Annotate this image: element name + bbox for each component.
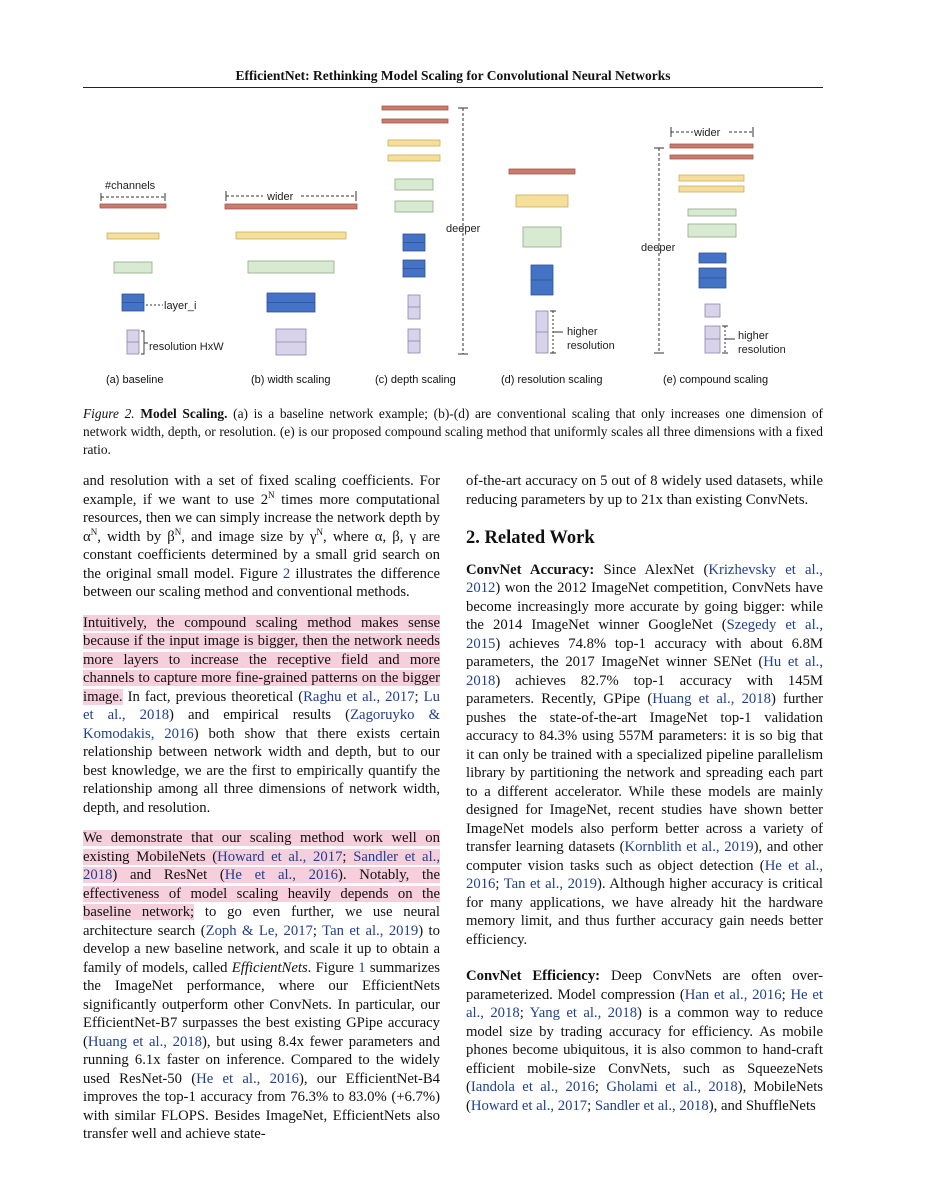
- citation-huang[interactable]: Huang et al., 2018: [87, 1033, 203, 1050]
- citation-tan-2[interactable]: Tan et al., 2019: [503, 876, 597, 892]
- section-heading-related-work: 2. Related Work: [466, 528, 595, 548]
- panel-resolution-scaling: [501, 169, 615, 386]
- figure-1-link[interactable]: 1: [358, 959, 366, 976]
- right-column: [466, 472, 823, 1127]
- channels-annotation: #channels: [105, 180, 156, 192]
- highlight-demonstrate: We demonstrate that our scaling method work well on existing MobileNets (Howard et al., 2017; Sandler et al., 2018) and ResNet (He et al., 2016). Notably, the effectiveness of model scaling heavily depends on the baseline network;: [83, 830, 440, 920]
- panel-label-resolution: (d) resolution scaling: [501, 374, 603, 386]
- citation-huang-2[interactable]: Huang et al., 2018: [652, 691, 771, 707]
- paragraph-demonstrate: We demonstrate that our scaling method work well on existing MobileNets (Howard et al., 2017; Sandler et al., 2018) and ResNet (He et al., 2016). Notably, the effectiveness of model scaling heavily depends on the baseline network; to go even further, we use neural architecture search (Zoph & Le, 2017; Tan et al., 2019) to develop a new baseline network, and scale it up to obtain a family of models, called EfficientNets. Figure 1 summarizes the ImageNet performance, where our EfficientNets significantly outperform other ConvNets. In particular, our EfficientNet-B7 surpasses the best existing GPipe accuracy (Huang et al., 2018), but using 8.4x fewer parameters and running 6.1x faster on inference. Compared to the widely used ResNet-50 (He et al., 2016), our EfficientNet-B4 improves the top-1 accuracy from 76.3% to 83.0% (+6.7%) with similar FLOPS. Besides ImageNet, EfficientNets also transfer well and achieve state-: [83, 830, 440, 1142]
- title-rule: [83, 87, 823, 88]
- panel-depth-scaling: [375, 106, 481, 386]
- citation-raghu[interactable]: Raghu et al., 2017: [303, 688, 415, 705]
- citation-krizhevsky[interactable]: Krizhevsky et al., 2012: [466, 561, 823, 596]
- paragraph-continuation: of-the-art accuracy on 5 out of 8 widely used datasets, while reducing parameters by up to 21x than existing ConvNets.: [466, 473, 823, 508]
- citation-iandola[interactable]: Iandola et al., 2016: [470, 1079, 595, 1095]
- layer-block-green: [114, 262, 152, 273]
- paragraph-convnet-accuracy: ConvNet Accuracy: Since AlexNet (Krizhevsky et al., 2012) won the 2012 ImageNet competition, ConvNets have become increasingly more accurate by going bigger: while the 2014 ImageNet winner GoogleNet (Szegedy et al., 2015) achieves 74.8% top-1 accuracy with about 6.8M parameters, the 2017 ImageNet winner SENet (Hu et al., 2018) achieves 82.7% top-1 accuracy with 145M parameters. Recently, GPipe (Huang et al., 2018) further pushes the state-of-the-art ImageNet top-1 validation accuracy to 84.3% using 557M parameters: it is so big that it can only be trained with a specialized pipeline parallelism library by partitioning the network and spreading each part to a different accelerator. While these models are mainly designed for ImageNet, recent studies have shown better ImageNet models also perform better across a variety of transfer learning datasets (Kornblith et al., 2019), and other computer vision tasks such as object detection (He et al., 2016; Tan et al., 2019). Although higher accuracy is critical for many applications, we have already hit the hardware memory limit, and thus further accuracy gain needs better efficiency.: [466, 561, 824, 948]
- paragraph-scaling-coefficients: and resolution with a set of fixed scaling coefficients. For example, if we want to use $2^N$ times more computational resources, then we can simply increase the network depth by $\alpha^N$, width by $\beta^N$, and image size by $\gamma^N$, where α, β, γ are constant coefficients determined by a small grid search on the original small model. Figure 2 illustrates the difference between our scaling method and conventional methods.: [83, 473, 441, 600]
- citation-szegedy[interactable]: Szegedy et al., 2015: [466, 617, 823, 652]
- citation-howard[interactable]: Howard et al., 2017: [217, 848, 343, 865]
- higher-annotation: higher: [567, 326, 598, 338]
- citation-sandler[interactable]: Sandler et al., 2018: [83, 848, 440, 883]
- citation-yang[interactable]: Yang et al., 2018: [529, 1005, 638, 1021]
- highlight-intuition: Intuitively, the compound scaling method makes sense because if the input image is bigger, then the network needs more layers to increase the receptive field and more channels to capture more fine-grained patterns on the bigger image.: [83, 614, 440, 705]
- citation-hu[interactable]: Hu et al., 2018: [466, 654, 824, 689]
- figure-caption-text: (a) is a baseline network example; (b)-(d) are conventional scaling that only increases one dimension of network width, depth, or resolution. (e) is our proposed compound scaling method that uniformly scales all three dimensions with a fixed ratio.: [83, 406, 823, 457]
- layer-block-red: [100, 204, 166, 208]
- wider-annotation: wider: [267, 191, 294, 203]
- panel-label-baseline: (a) baseline: [106, 374, 164, 386]
- figure-label: Figure 2.: [83, 406, 135, 421]
- citation-he[interactable]: He et al., 2016: [224, 867, 338, 883]
- layer-i-annotation: layer_i: [164, 300, 197, 312]
- resolution-annotation: resolution HxW: [149, 341, 224, 353]
- panel-label-compound: (e) compound scaling: [663, 374, 769, 386]
- panel-label-depth: (c) depth scaling: [375, 374, 456, 386]
- model-scaling-figure: [83, 98, 823, 393]
- citation-lu[interactable]: Lu et al., 2018: [83, 688, 440, 723]
- higher-annotation-compound: higher: [738, 330, 769, 342]
- layer-block-yellow: [107, 233, 159, 239]
- panel-width-scaling: [225, 191, 357, 386]
- figure-caption: [83, 405, 823, 459]
- deeper-annotation-compound: deeper: [641, 242, 676, 254]
- citation-sandler-2[interactable]: Sandler et al., 2018: [594, 1097, 709, 1114]
- resolution-word-annotation-compound: resolution: [738, 344, 786, 356]
- left-column: [83, 472, 440, 1156]
- citation-han[interactable]: Han et al., 2016: [684, 986, 782, 1003]
- citation-he-4[interactable]: He et al., 2018: [466, 986, 823, 1021]
- citation-tan[interactable]: Tan et al., 2019: [322, 922, 419, 939]
- paragraph-intuition: Intuitively, the compound scaling method makes sense because if the input image is bigger, then the network needs more layers to increase the receptive field and more channels to capture more fine-grained patterns on the bigger image. In fact, previous theoretical (Raghu et al., 2017; Lu et al., 2018) and empirical results (Zagoruyko & Komodakis, 2016) both show that there exists certain relationship between network width and depth, but to our best knowledge, we are the first to empirically quantify the relationship among all three dimensions of network width, depth, and resolution.: [83, 614, 441, 816]
- citation-zoph[interactable]: Zoph & Le, 2017: [205, 922, 313, 939]
- panel-compound-scaling: [641, 127, 786, 386]
- wider-annotation-compound: wider: [694, 127, 721, 139]
- panel-baseline: [100, 180, 224, 386]
- citation-gholami[interactable]: Gholami et al., 2018: [606, 1079, 738, 1095]
- citation-kornblith[interactable]: Kornblith et al., 2019: [624, 839, 754, 855]
- citation-he-2[interactable]: He et al., 2016: [196, 1070, 299, 1087]
- citation-howard-2[interactable]: Howard et al., 2017: [470, 1097, 588, 1114]
- figure-title: Model Scaling.: [140, 406, 228, 421]
- paragraph-convnet-efficiency: ConvNet Efficiency: Deep ConvNets are often over-parameterized. Model compression (Han et al., 2016; He et al., 2018; Yang et al., 2018) is a common way to reduce model size by trading accuracy for efficiency. As mobile phones become ubiquitous, it is also common to hand-craft efficient mobile-size ConvNets, such as SqueezeNets (Iandola et al., 2016; Gholami et al., 2018), MobileNets (Howard et al., 2017; Sandler et al., 2018), and ShuffleNets: [466, 968, 823, 1114]
- deeper-annotation: deeper: [446, 223, 481, 235]
- citation-he-3[interactable]: He et al., 2016: [466, 857, 823, 892]
- citation-zagoruyko[interactable]: Zagoruyko & Komodakis, 2016: [83, 707, 441, 742]
- resolution-word-annotation: resolution: [567, 340, 615, 352]
- running-title: EfficientNet: Rethinking Model Scaling for Convolutional Neural Networks: [235, 68, 671, 83]
- panel-label-width: (b) width scaling: [251, 374, 331, 386]
- figure-2-link[interactable]: 2: [282, 565, 291, 582]
